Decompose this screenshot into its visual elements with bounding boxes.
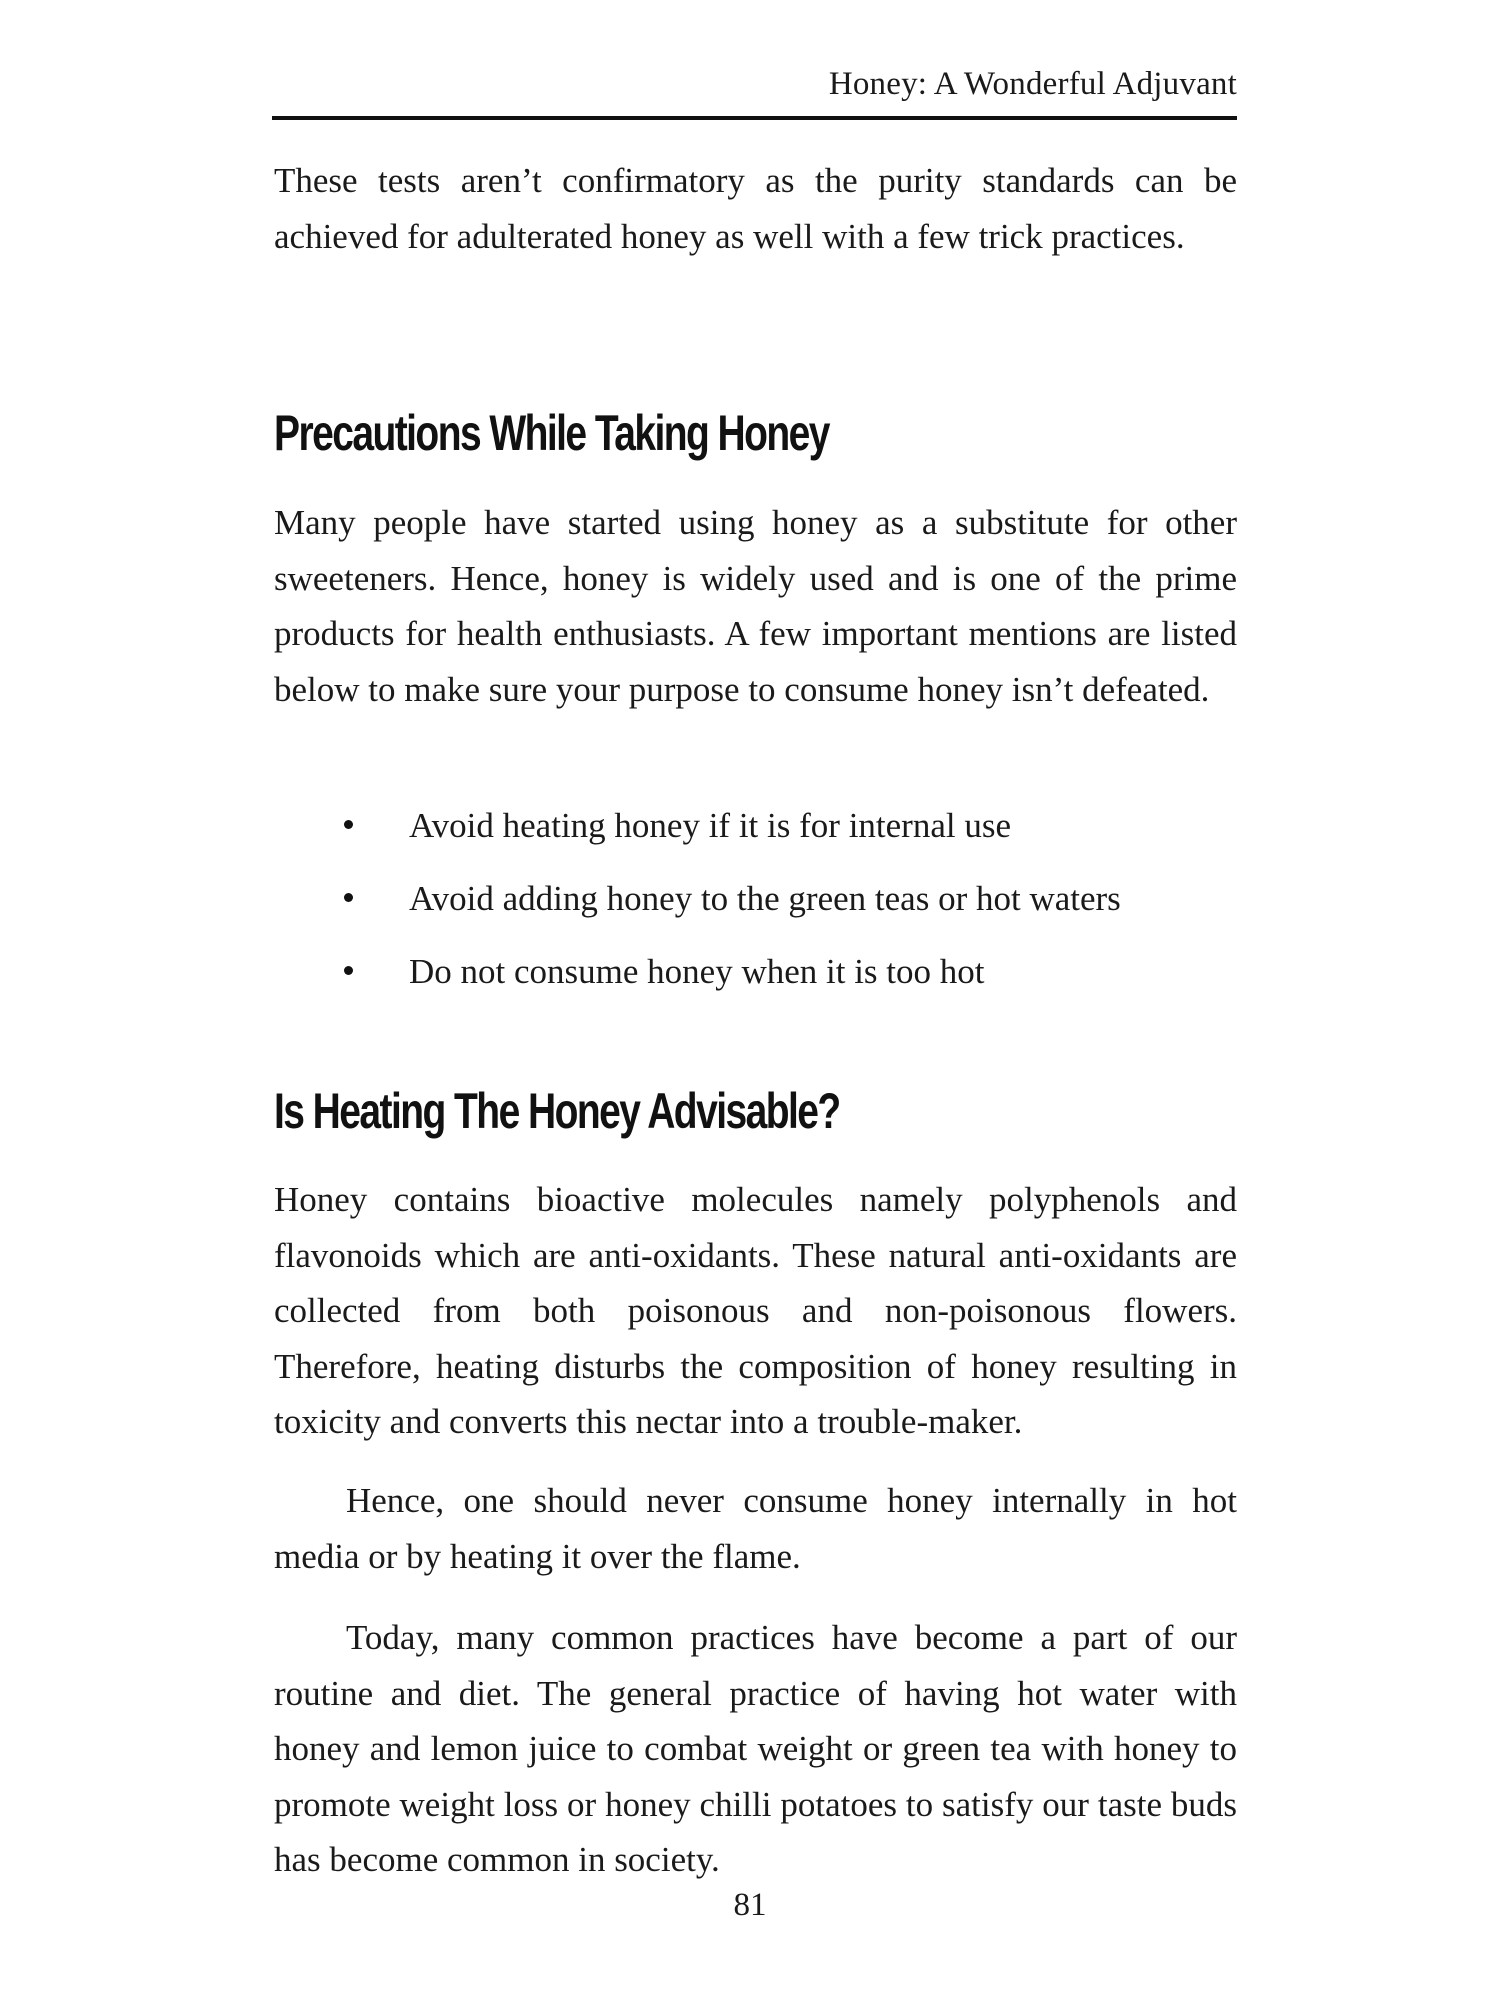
heating-paragraph-3: Today, many common practices have become a part of our routine and diet. The general practice of having hot water with honey and lemon juice to combat weight or green tea with honey to promote weight loss or honey chilli potatoes to satisfy our taste buds has become common in society. <box>274 1618 1237 1879</box>
heating-heading: Is Heating The Honey Advisable? <box>274 1083 840 1139</box>
precautions-list <box>274 806 1237 1025</box>
list-item <box>274 952 1237 1025</box>
precautions-heading: Precautions While Taking Honey <box>274 405 829 461</box>
list-item <box>274 806 1237 879</box>
list-item-text: Avoid adding honey to the green teas or hot waters <box>409 879 1121 918</box>
list-item-text: Avoid heating honey if it is for internal use <box>409 806 1011 845</box>
precautions-paragraph: Many people have started using honey as a substitute for other sweeteners. Hence, honey is widely used and is one of the prime products for health enthusiasts. A few important mentions are listed below to make sure your purpose to consume honey isn’t defeated. <box>274 503 1237 709</box>
page-number: 81 <box>733 1887 767 1923</box>
bullet-icon <box>344 966 353 975</box>
bullet-icon <box>344 820 353 829</box>
intro-paragraph: These tests aren’t confirmatory as the purity standards can be achieved for adulterated honey as well with a few trick practices. <box>274 161 1237 256</box>
bullet-icon <box>344 893 353 902</box>
list-item <box>274 879 1237 952</box>
heating-paragraph-2: Hence, one should never consume honey internally in hot media or by heating it over the flame. <box>274 1481 1237 1576</box>
header-rule <box>272 116 1237 120</box>
list-item-text: Do not consume honey when it is too hot <box>409 952 985 991</box>
heating-paragraph-1: Honey contains bioactive molecules namely polyphenols and flavonoids which are anti-oxidants. These natural anti-oxidants are collected from both poisonous and non-poisonous flowers. Therefore, heating disturbs the composition of honey resulting in toxicity and converts this nectar into a trouble-maker. <box>274 1180 1237 1441</box>
running-head: Honey: A Wonderful Adjuvant <box>828 66 1237 102</box>
